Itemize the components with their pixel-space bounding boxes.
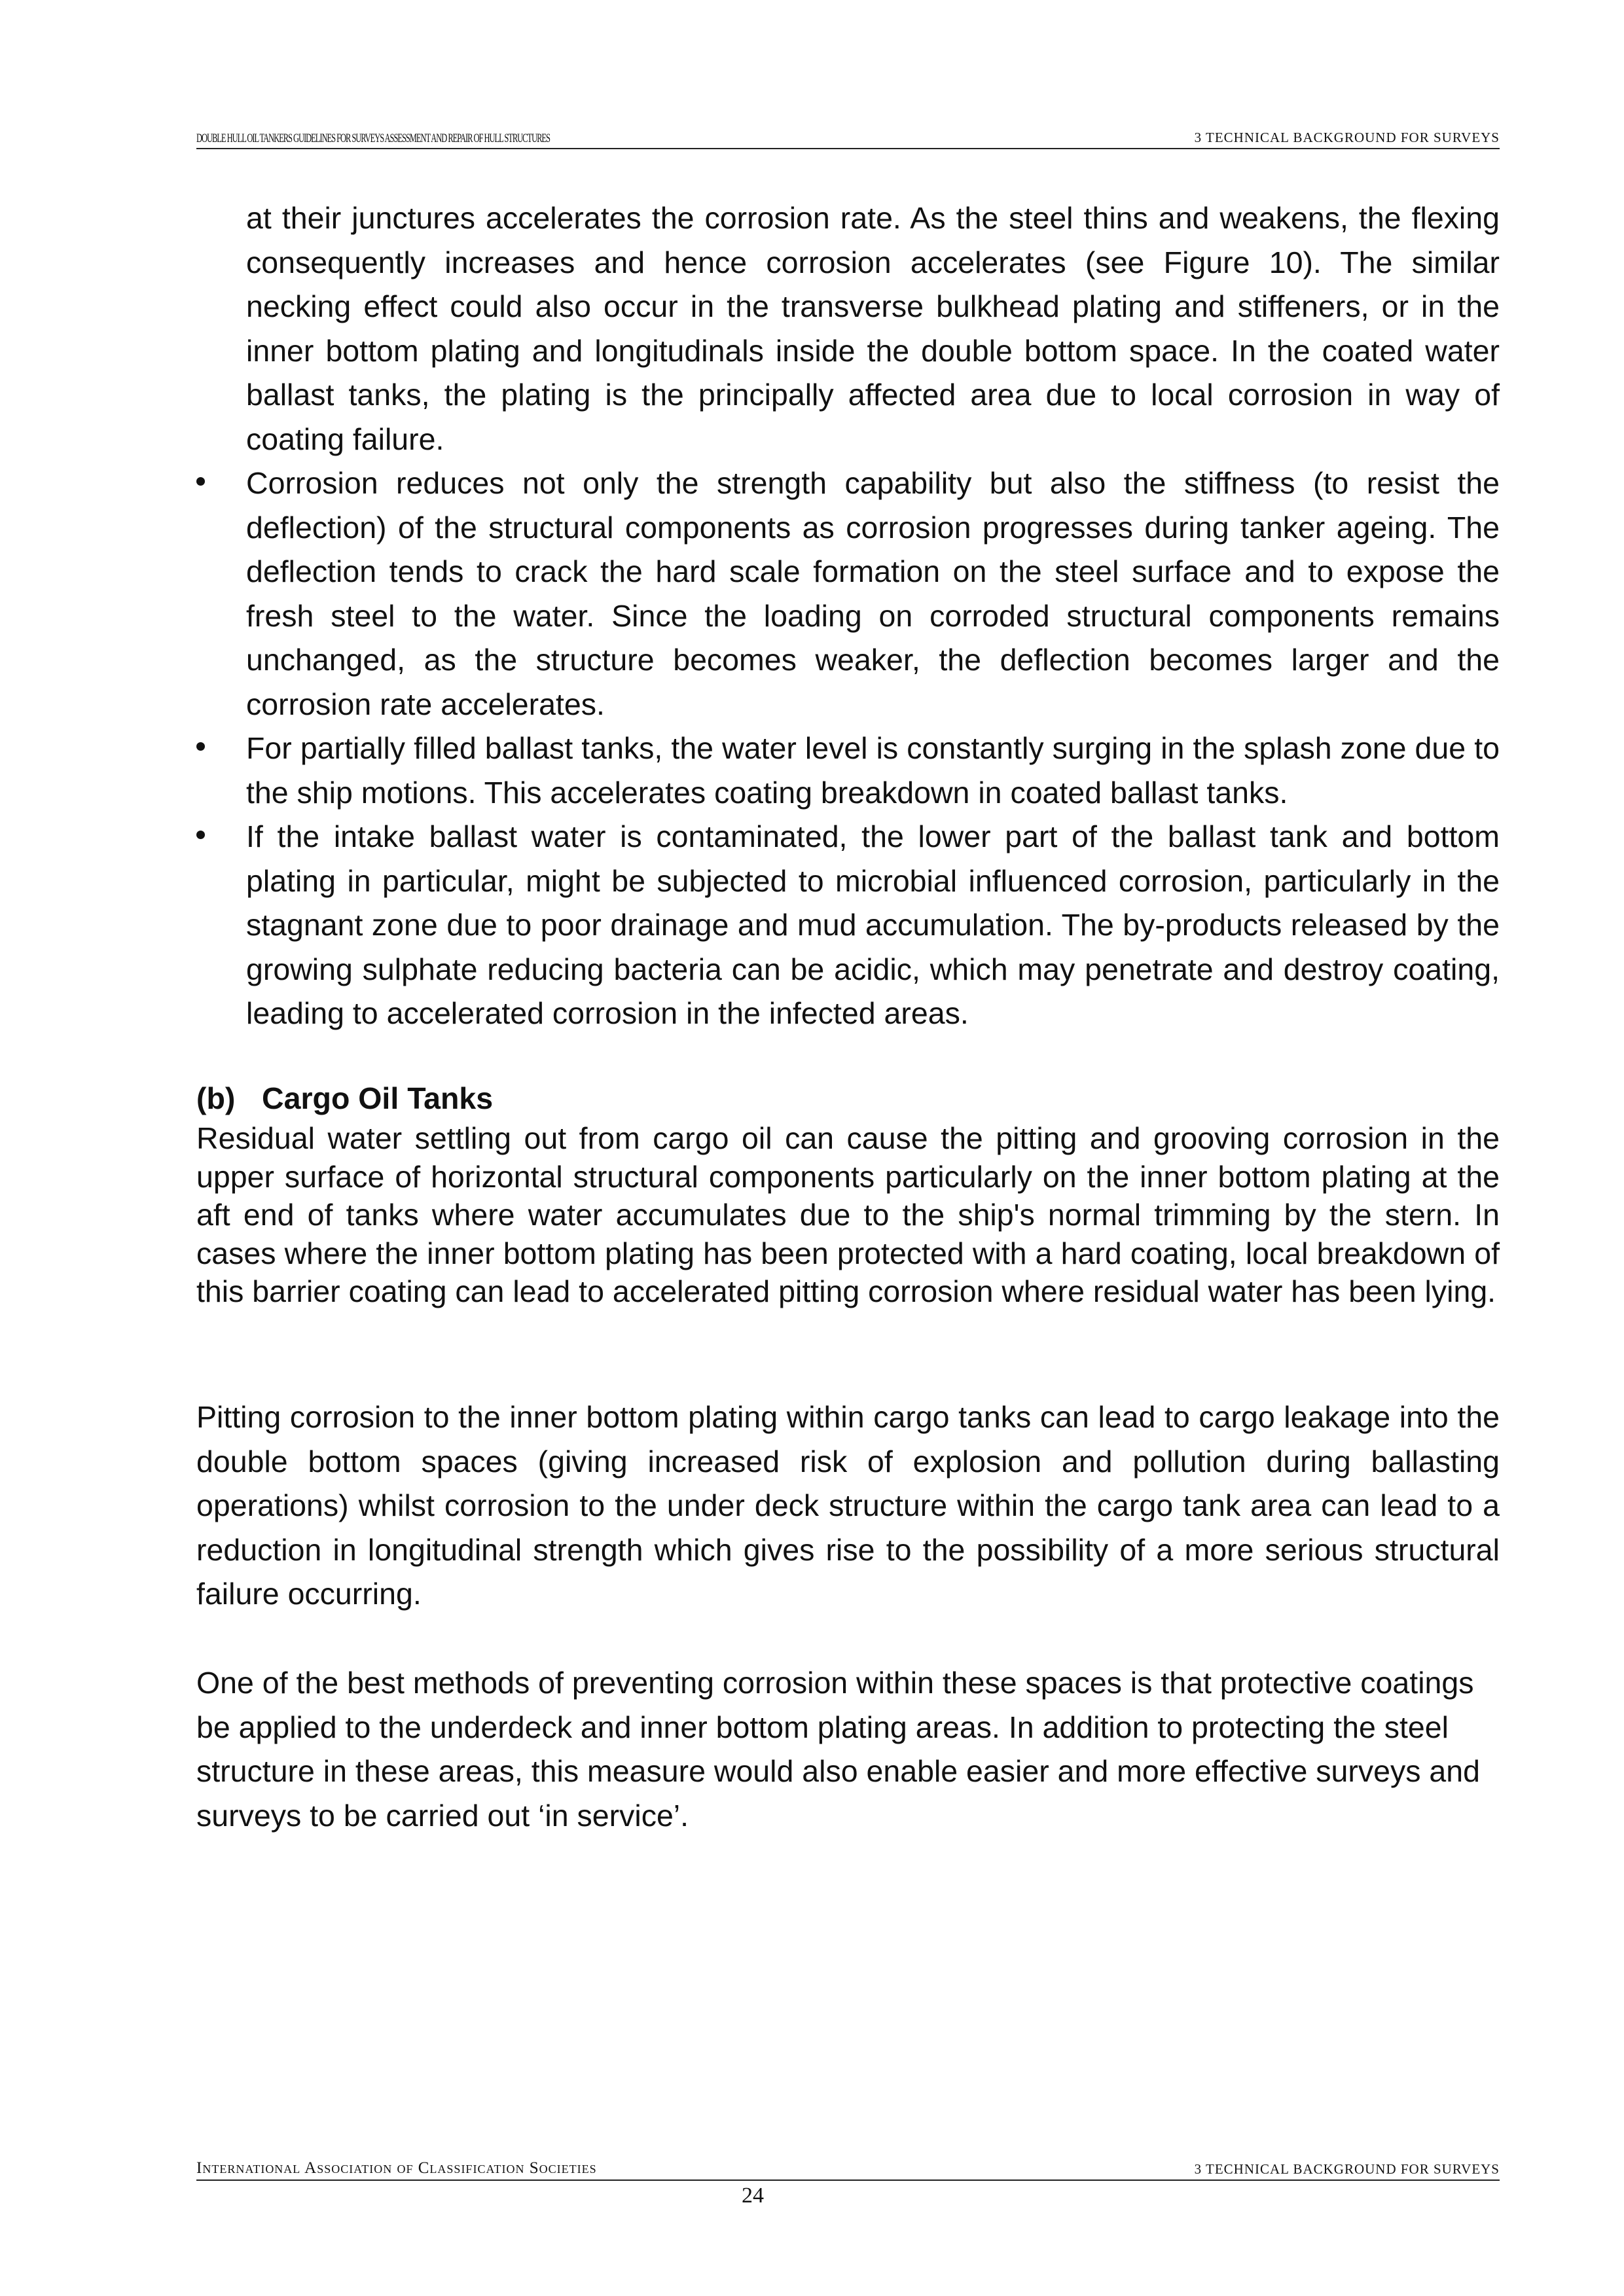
section-title: Cargo Oil Tanks [262, 1081, 494, 1115]
footer-organization: International Association of Classification Societies [196, 2159, 597, 2177]
bullet-text: If the intake ballast water is contaminated, the lower part of the ballast tank and bottom plating in particular, might be subjected to microbial influenced corrosion, particularly in the stagnant zone due to poor drainage and mud accumulation. The by-products released by the growing sulphate reducing bacteria can be acidic, which may penetrate and destroy coating, leading to accelerated corrosion in the infected areas. [246, 819, 1500, 1030]
footer-section-title: 3 TECHNICAL BACKGROUND FOR SURVEYS [1194, 2161, 1500, 2177]
page-footer [196, 2160, 1500, 2181]
header-section-title: 3 TECHNICAL BACKGROUND FOR SURVEYS [1194, 130, 1500, 145]
bullet-icon [196, 831, 205, 839]
body-paragraph: One of the best methods of preventing corrosion within these spaces is that protective coatings be applied to the underdeck and inner bottom plating areas. In addition to protecting the steel structure in these areas, this measure would also enable easier and more effective surveys and surveys to be carried out ‘in service’. [196, 1666, 1480, 1833]
bullet-text: For partially filled ballast tanks, the water level is constantly surging in the splash zone due to the ship motions. This accelerates coating breakdown in coated ballast tanks. [246, 731, 1500, 810]
bullet-icon [196, 477, 205, 486]
body-paragraph: Residual water settling out from cargo oil can cause the pitting and grooving corrosion in the upper surface of horizontal structural components particularly on the inner bottom plating at the aft end of tanks where water accumulates due to the ship's normal trimming by the stern. In cases where the inner bottom plating has been protected with a hard coating, local breakdown of this barrier coating can lead to accelerated pitting corrosion where residual water has been lying. [196, 1121, 1500, 1308]
page-number: 24 [742, 2183, 764, 2208]
body-paragraph: Pitting corrosion to the inner bottom plating within cargo tanks can lead to cargo leakage into the double bottom spaces (giving increased risk of explosion and pollution during ballasting operations) whilst corrosion to the under deck structure within the cargo tank area can lead to a reduction in longitudinal strength which gives rise to the possibility of a more serious structural failure occurring. [196, 1400, 1500, 1611]
continuation-paragraph: at their junctures accelerates the corrosion rate. As the steel thins and weakens, the flexing consequently increases and hence corrosion accelerates (see Figure 10). The similar necking effect could also occur in the transverse bulkhead plating and stiffeners, or in the inner bottom plating and longitudinals inside the double bottom space. In the coated water ballast tanks, the plating is the principally affected area due to local corrosion in way of coating failure. [246, 201, 1500, 456]
bullet-icon [196, 742, 205, 751]
bullet-text: Corrosion reduces not only the strength capability but also the stiffness (to resist the deflection) of the structural components as corrosion progresses during tanker ageing. The deflection tends to crack the hard scale formation on the steel surface and to expose the fresh steel to the water. Since the loading on corroded structural components remains unchanged, as the structure becomes weaker, the deflection becomes larger and the corrosion rate accelerates. [246, 466, 1500, 721]
section-heading [196, 1079, 493, 1118]
header-document-title: DOUBLE HULL OIL TANKERS GUIDELINES FOR SURVEYS ASSESSMENT AND REPAIR OF HULL STRUCTURES [196, 132, 550, 145]
section-label: (b) [196, 1081, 236, 1115]
page-header [196, 130, 1500, 149]
